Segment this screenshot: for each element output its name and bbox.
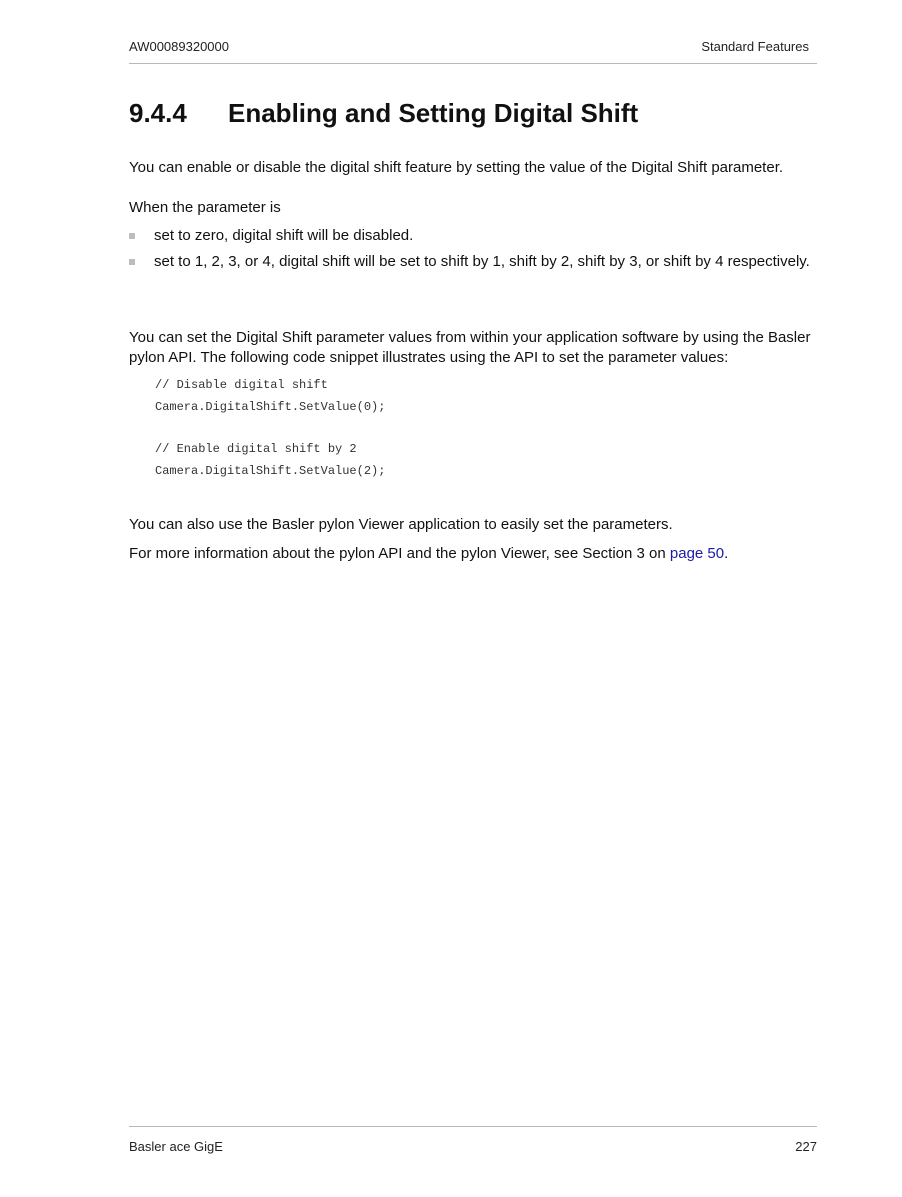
code-comment-enable: // Enable digital shift by 2	[155, 442, 357, 456]
list-item	[129, 252, 829, 272]
viewer-paragraph: You can also use the Basler pylon Viewer application to easily set the parameters.	[129, 516, 673, 533]
list-item-text: set to 1, 2, 3, or 4, digital shift will be set to shift by 1, shift by 2, shift by 3, or shift by 4 respectively.	[154, 253, 810, 270]
api-paragraph: You can set the Digital Shift parameter values from within your application software by using the Basler pylon API. The following code snippet illustrates using the API to set the parameter values:	[129, 329, 811, 366]
footer-page-number: 227	[795, 1139, 817, 1154]
more-info-suffix: .	[724, 545, 729, 562]
code-comment-disable: // Disable digital shift	[155, 378, 328, 392]
header-divider	[129, 63, 817, 64]
header-doc-id: AW00089320000	[129, 39, 229, 54]
page-reference-link[interactable]: page 50	[669, 545, 725, 562]
more-info-text: For more information about the pylon API and the pylon Viewer, see Section 3 on	[129, 545, 670, 562]
footer-divider	[129, 1126, 817, 1127]
when-paragraph: When the parameter is	[129, 199, 281, 216]
more-info-paragraph	[129, 544, 829, 564]
code-line-disable: Camera.DigitalShift.SetValue(0);	[155, 400, 386, 414]
footer-product: Basler ace GigE	[129, 1139, 223, 1154]
section-title: Enabling and Setting Digital Shift	[228, 98, 639, 128]
bullet-square-icon	[129, 259, 135, 265]
list-item-text: set to zero, digital shift will be disabled.	[154, 227, 414, 244]
header-section: Standard Features	[701, 39, 809, 54]
intro-paragraph: You can enable or disable the digital shift feature by setting the value of the Digital Shift parameter.	[129, 159, 784, 176]
bullet-square-icon	[129, 233, 135, 239]
parameter-bullet-list	[129, 226, 829, 278]
section-heading	[129, 98, 638, 129]
code-line-enable: Camera.DigitalShift.SetValue(2);	[155, 464, 386, 478]
section-number: 9.4.4	[129, 98, 187, 128]
list-item	[129, 226, 829, 246]
